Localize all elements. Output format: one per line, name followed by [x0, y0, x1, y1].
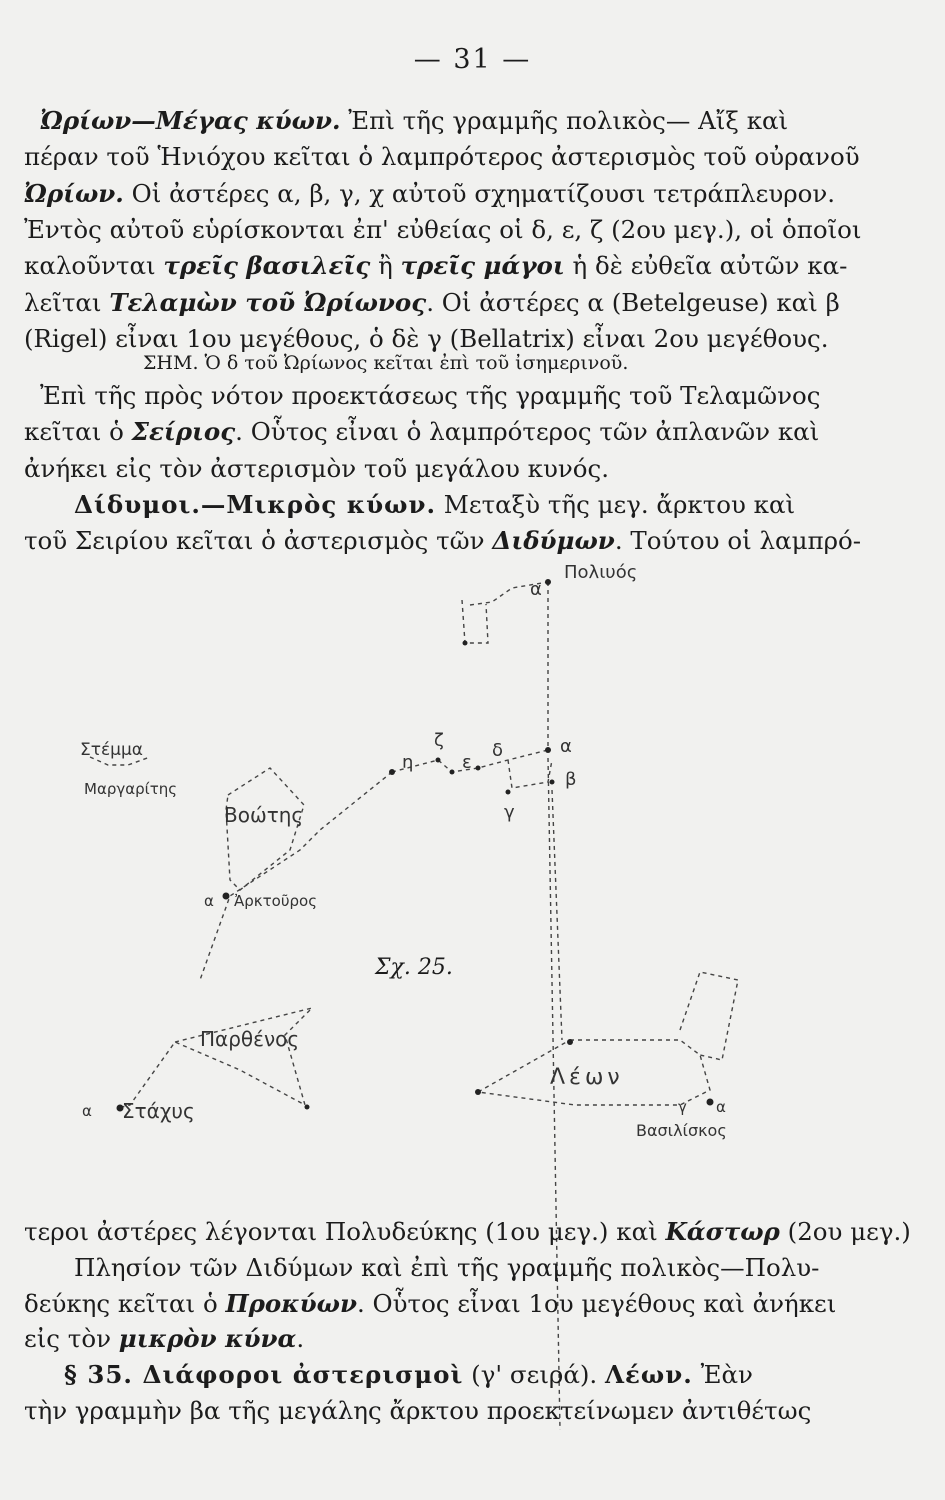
text-run: Ἐὰν	[692, 1360, 753, 1390]
emphasis-text: Ὠρίων—Μέγας κύων.	[40, 106, 341, 135]
text-run: Οἱ ἀστέρες α, β, γ, χ αὐτοῦ σχηματίζουσι τετράπλευρον.	[123, 178, 836, 208]
text-line	[24, 1396, 811, 1425]
label-delta: δ	[492, 740, 504, 761]
label-arcturus: Ἀρκτοῦρος	[234, 892, 318, 910]
text-run: τεροι ἀστέρες λέγονται Πολυδεύκης (1ου μεγ.) καὶ	[24, 1217, 666, 1246]
text-run: Μεταξὺ τῆς μεγ. ἄρκτου καὶ	[436, 489, 796, 519]
emphasis-text: Διδύμων	[492, 526, 615, 556]
text-run: . Τούτου οἱ λαμπρό-	[614, 526, 862, 556]
label-leon: Λέων	[550, 1065, 624, 1090]
text-run: . Οἱ ἀστέρες α (Betelgeuse) καὶ β	[426, 287, 840, 317]
text-line	[40, 106, 788, 135]
text-run: ἀνήκει εἰς τὸν ἀστερισμὸν τοῦ μεγάλου κυνός.	[24, 453, 610, 483]
text-run: Ἐντὸς αὐτοῦ εὑρίσκονται ἐπ' εὐθείας οἱ δ, ε, ζ (2ου μεγ.), οἱ ὁποῖοι	[24, 214, 862, 244]
text-run: (γ' σειρά).	[463, 1360, 606, 1390]
text-run: λεῖται	[24, 287, 110, 317]
note-line: ΣΗΜ. Ὁ δ τοῦ Ὠρίωνος κεῖται ἐπὶ τοῦ ἰσημερινοῦ.	[143, 352, 629, 374]
label-parthenos: Παρθένος	[200, 1027, 300, 1051]
text-run: Ἐπὶ τῆς γραμμῆς πολικὸς— Αἴξ καὶ	[340, 106, 789, 135]
text-line	[64, 1360, 753, 1389]
emphasis-text: τρεῖς βασιλεῖς	[163, 251, 371, 281]
text-run: (2ου μεγ.)	[779, 1217, 911, 1246]
text-run: ἢ	[370, 251, 401, 281]
text-line	[24, 1217, 911, 1246]
label-bootis: Βοώτης	[224, 803, 304, 827]
label-beta-ursa: β	[565, 769, 577, 790]
text-line	[24, 142, 860, 171]
text-run: δεύκης κεῖται ὁ	[24, 1288, 226, 1318]
text-run: ἡ δὲ εὐθεῖα αὐτῶν κα-	[564, 251, 848, 281]
text-line	[24, 454, 609, 483]
spaced-heading: § 35. Διάφοροι ἀστερισμοὶ	[64, 1360, 464, 1390]
figure-constellations	[0, 560, 945, 1140]
text-run: τοῦ Σειρίου κεῖται ὁ ἀστερισμὸς τῶν	[24, 526, 493, 556]
label-alpha-top: α	[530, 579, 542, 600]
figure-caption: Σχ. 25.	[375, 955, 453, 980]
label-alpha-ursa: α	[560, 736, 572, 757]
label-arcturus-alpha: α	[204, 892, 214, 910]
text-run: κεῖται ὁ	[24, 417, 132, 447]
text-line	[24, 179, 835, 208]
label-margaritis: Μαργαρίτης	[84, 780, 178, 798]
text-run: πέραν τοῦ Ἡνιόχου κεῖται ὁ λαμπρότερος ἀστερισμὸς τοῦ οὐρανοῦ	[24, 142, 860, 172]
label-basiliskos: Βασιλίσκος	[636, 1121, 727, 1140]
spaced-heading: Δίδυμοι.—Μικρὸς κύων.	[74, 489, 437, 519]
label-regulus-gamma: γ	[678, 1098, 687, 1116]
text-line	[40, 381, 821, 410]
emphasis-text: Κάστωρ	[665, 1217, 780, 1246]
label-polaris: Πολιυός	[564, 562, 638, 583]
emphasis-text: Προκύων	[225, 1288, 357, 1318]
emphasis-text: Ὠρίων.	[24, 178, 124, 208]
text-run: .	[296, 1324, 305, 1354]
text-line	[24, 1324, 304, 1353]
text-line	[24, 215, 862, 244]
label-gamma-ursa: γ	[504, 802, 515, 823]
text-run: (Rigel) εἶναι 1ου μεγέθους, ὁ δὲ γ (Bellatrix) εἶναι 2ου μεγέθους.	[24, 323, 829, 353]
text-line	[24, 1289, 836, 1318]
emphasis-text: τρεῖς μάγοι	[400, 251, 565, 281]
emphasis-text: Τελαμὼν τοῦ Ὠρίωνος	[109, 287, 427, 317]
spaced-heading: Λέων.	[605, 1360, 693, 1390]
text-run: Ἐπὶ τῆς πρὸς νότον προεκτάσεως τῆς γραμμῆς τοῦ Τελαμῶνος	[40, 381, 821, 410]
text-line	[24, 324, 829, 353]
label-stachys: Στάχυς	[122, 1099, 195, 1123]
page-number: — 31 —	[413, 44, 532, 75]
text-line	[24, 417, 819, 446]
label-stachys-alpha: α	[82, 1102, 92, 1120]
emphasis-text: μικρὸν κύνα	[118, 1324, 297, 1354]
text-run: εἰς τὸν	[24, 1324, 119, 1354]
text-line	[74, 1253, 819, 1282]
text-run: . Οὗτος εἶναι ὁ λαμπρότερος τῶν ἀπλανῶν καὶ	[235, 417, 820, 447]
text-run: . Οὗτος εἶναι 1ου μεγέθους καὶ ἀνήκει	[356, 1288, 837, 1318]
text-line	[24, 526, 861, 555]
label-epsilon: ε	[462, 752, 472, 773]
text-run: τὴν γραμμὴν βα τῆς μεγάλης ἄρκτου προεκτείνωμεν ἀντιθέτως	[24, 1396, 812, 1425]
text-run: καλοῦνται	[24, 251, 164, 281]
text-line	[74, 490, 795, 519]
label-regulus-alpha: α	[716, 1098, 726, 1116]
label-eta: η	[402, 752, 414, 773]
label-zeta: ζ	[434, 730, 444, 751]
label-stemma: Στέμμα	[80, 740, 144, 760]
text-run: Πλησίον τῶν Διδύμων καὶ ἐπὶ τῆς γραμμῆς πολικὸς—Πολυ-	[74, 1252, 820, 1282]
emphasis-text: Σείριος	[131, 417, 236, 447]
text-line	[24, 251, 847, 280]
text-line	[24, 288, 840, 317]
